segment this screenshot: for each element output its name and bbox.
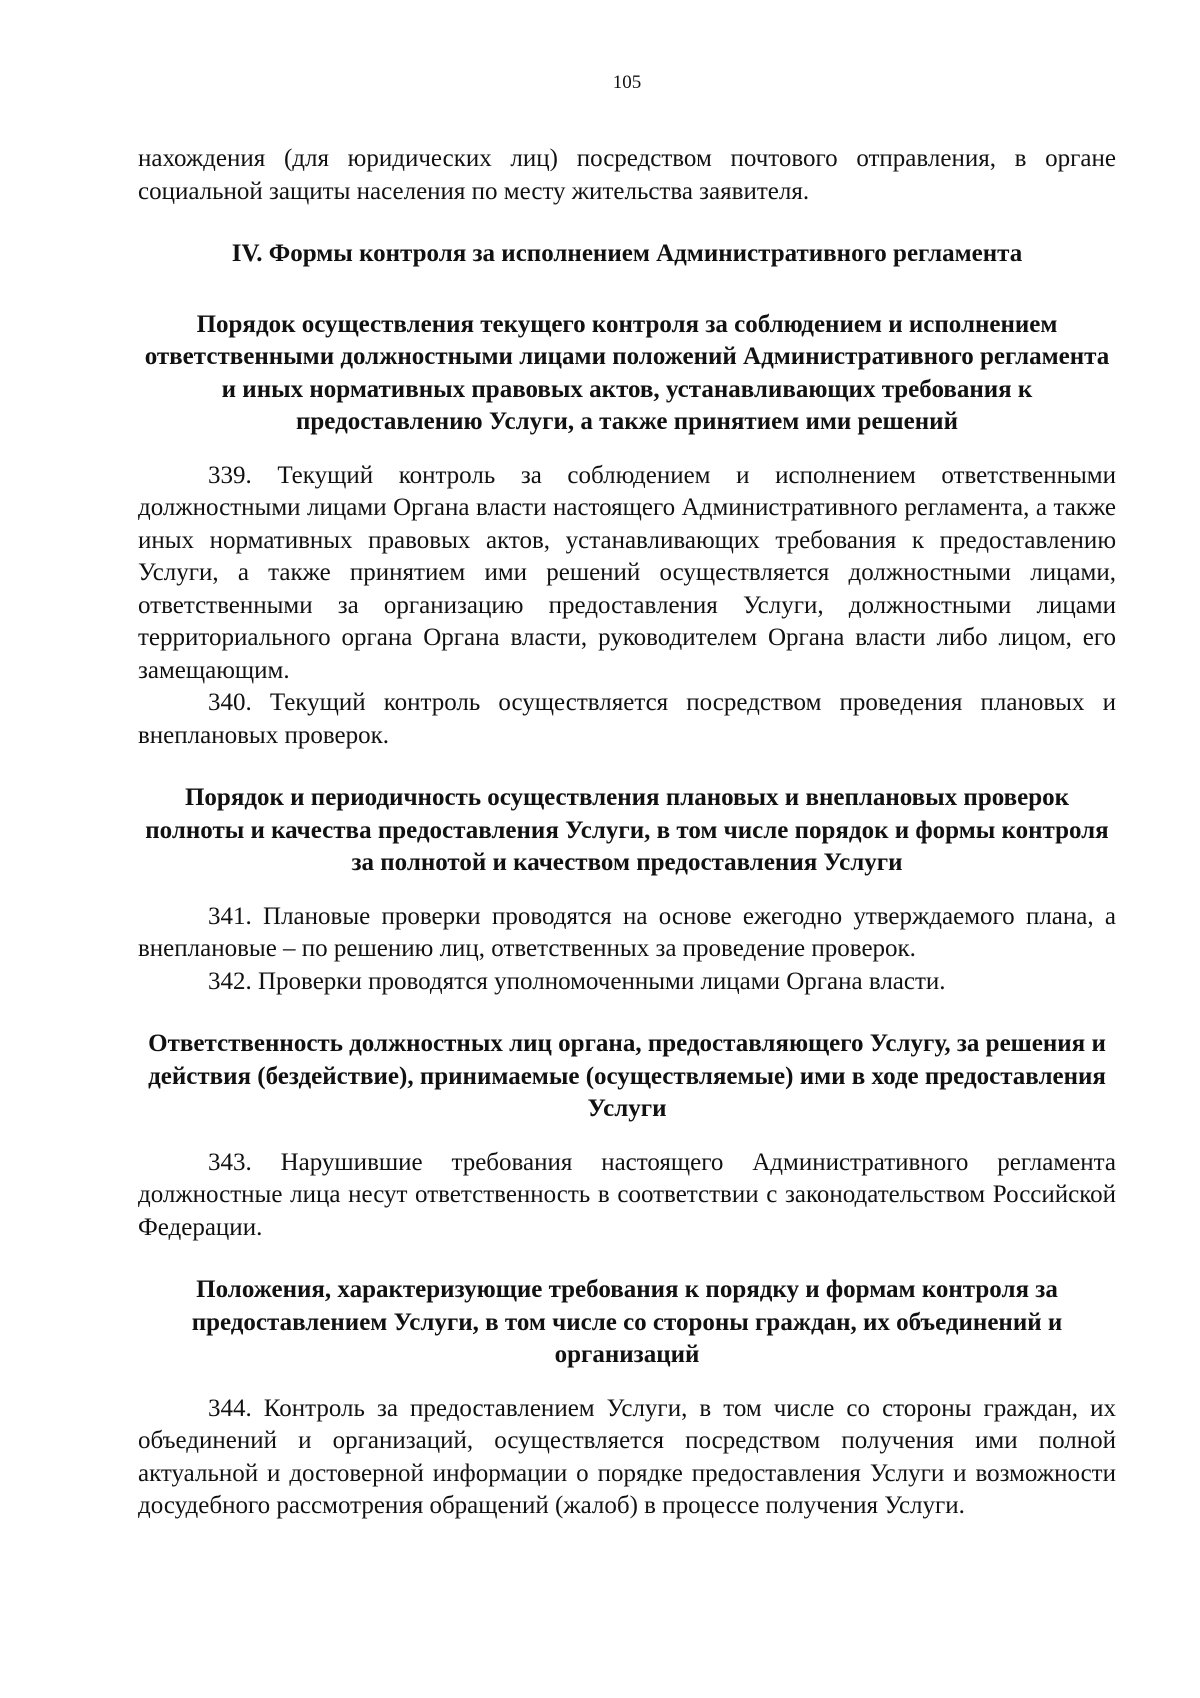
document-body bbox=[138, 143, 1116, 1523]
heading-current-control: Порядок осуществления текущего контроля за соблюдением и исполнением ответственными должностными лицами положений Административного регламента и иных нормативных правовых актов, устанавливающих требования к предоставлению Услуги, а также принятием ими решений bbox=[144, 310, 1110, 435]
paragraph-340: 340. Текущий контроль осуществляется посредством проведения плановых и внеплановых проверок. bbox=[138, 689, 1116, 749]
heading-public-control: Положения, характеризующие требования к порядку и формам контроля за предоставлением Услуги, в том числе со стороны граждан, их объединений и организаций bbox=[191, 1276, 1063, 1368]
paragraph-344: 344. Контроль за предоставлением Услуги, в том числе со стороны граждан, их объединений и организаций, осуществляется посредством получения ими полной актуальной и достоверной информации о порядке предоставления Услуги и возможности досудебного рассмотрения обращений (жалоб) в процессе получения Услуги. bbox=[138, 1394, 1116, 1519]
heading-inspections: Порядок и периодичность осуществления плановых и внеплановых проверок полноты и качества предоставления Услуги, в том числе порядок и формы контроля за полнотой и качеством предоставления Услуги bbox=[145, 784, 1109, 876]
intro-paragraph: нахождения (для юридических лиц) посредством почтового отправления, в органе социальной защиты населения по месту жительства заявителя. bbox=[138, 145, 1116, 205]
page-number: 105 bbox=[612, 72, 642, 93]
paragraph-342: 342. Проверки проводятся уполномоченными лицами Органа власти. bbox=[208, 967, 946, 995]
paragraph-343: 343. Нарушившие требования настоящего Административного регламента должностные лица несут ответственность в соответствии с законодательством Российской Федерации. bbox=[138, 1148, 1116, 1241]
section-title: IV. Формы контроля за исполнением Административного регламента bbox=[231, 240, 1023, 267]
paragraph-339: 339. Текущий контроль за соблюдением и исполнением ответственными должностными лицами Органа власти настоящего Административного регламента, а также иных нормативных правовых актов, устанавливающих требования к предоставлению Услуги, а также принятием ими решений осуществляется должностными лицами, ответственными за организацию предоставления Услуги, должностными лицами территориального органа Органа власти, руководителем Органа власти либо лицом, его замещающим. bbox=[138, 461, 1116, 684]
paragraph-341: 341. Плановые проверки проводятся на основе ежегодно утверждаемого плана, а внеплановые – по решению лиц, ответственных за проведение проверок. bbox=[138, 902, 1116, 962]
heading-responsibility: Ответственность должностных лиц органа, предоставляющего Услугу, за решения и действия (бездействие), принимаемые (осуществляемые) ими в ходе предоставления Услуги bbox=[148, 1030, 1106, 1122]
